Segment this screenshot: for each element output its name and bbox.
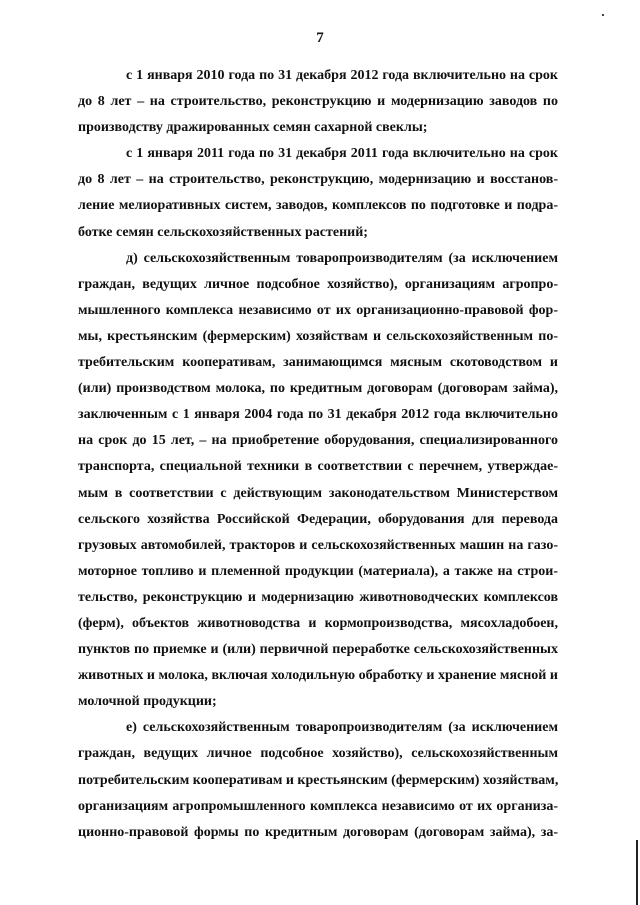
text-line: пунктов по приемке и (или) первичной переработке сельскохозяйственных bbox=[78, 642, 558, 658]
text-line: животных и молока, включая холодильную обработку и хранение мясной и bbox=[78, 668, 558, 684]
text-line: транспорта, специальной техники в соответствии с перечнем, утверждае- bbox=[78, 459, 558, 475]
text-line: организациям агропромышленного комплекса независимо от их организа- bbox=[78, 798, 558, 814]
paragraph-item-e bbox=[78, 715, 558, 845]
text-line: д) сельскохозяйственным товаропроизводителям (за исключением bbox=[126, 250, 558, 266]
text-line: тельство, реконструкцию и модернизацию животноводческих комплексов bbox=[78, 589, 558, 605]
text-line: ботке семян сельскохозяйственных растений; bbox=[78, 224, 368, 240]
text-line: грузовых автомобилей, тракторов и сельскохозяйственных машин на газо- bbox=[78, 537, 558, 553]
text-line: заключенным с 1 января 2004 года по 31 декабря 2012 года включительно bbox=[78, 407, 558, 423]
text-line: до 8 лет – на строительство, реконструкцию, модернизацию и восстанов- bbox=[78, 172, 558, 188]
text-line: мы, крестьянским (фермерским) хозяйствам и сельскохозяйственным по- bbox=[78, 328, 558, 344]
text-line: мым в соответствии с действующим законодательством Министерством bbox=[78, 485, 558, 501]
scan-speck bbox=[602, 14, 604, 16]
text-line: производству дражированных семян сахарной свеклы; bbox=[78, 120, 428, 136]
paragraph-period-2011 bbox=[78, 141, 558, 245]
text-line: (ферм), объектов животноводства и кормопроизводства, мясохладобоен, bbox=[78, 615, 558, 631]
text-line: с 1 января 2011 года по 31 декабря 2011 года включительно на срок bbox=[126, 146, 558, 162]
text-line: сельского хозяйства Российской Федерации, оборудования для перевода bbox=[78, 511, 558, 527]
text-line: молочной продукции; bbox=[78, 694, 217, 710]
text-line: граждан, ведущих личное подсобное хозяйство), организациям агропро- bbox=[78, 276, 558, 292]
text-line: ление мелиоративных систем, заводов, комплексов по подготовке и подра- bbox=[78, 198, 558, 214]
text-line: на срок до 15 лет, – на приобретение оборудования, специализированного bbox=[78, 433, 558, 449]
text-line: ционно-правовой формы по кредитным договорам (договорам займа), за- bbox=[78, 824, 558, 840]
page-number: 7 bbox=[316, 30, 324, 46]
text-line: потребительским кооперативам и крестьянским (фермерским) хозяйствам, bbox=[78, 772, 559, 788]
text-line: мышленного комплекса независимо от их организационно-правовой фор- bbox=[78, 302, 558, 318]
page-edge-rule bbox=[636, 840, 638, 905]
document-body bbox=[78, 63, 558, 846]
text-line: до 8 лет – на строительство, реконструкцию и модернизацию заводов по bbox=[78, 94, 558, 110]
text-line: с 1 января 2010 года по 31 декабря 2012 года включительно на срок bbox=[126, 68, 558, 83]
text-line: (или) производством молока, по кредитным договорам (договорам займа), bbox=[78, 381, 558, 397]
text-line: требительским кооперативам, занимающимся мясным скотоводством и bbox=[78, 355, 558, 371]
paragraph-item-d bbox=[78, 246, 558, 716]
text-line: граждан, ведущих личное подсобное хозяйство), сельскохозяйственным bbox=[78, 746, 558, 762]
text-line: моторное топливо и племенной продукции (материала), а также на строи- bbox=[78, 563, 558, 579]
text-line: е) сельскохозяйственным товаропроизводителям (за исключением bbox=[126, 720, 558, 736]
paragraph-period-2010-2012 bbox=[78, 63, 558, 141]
